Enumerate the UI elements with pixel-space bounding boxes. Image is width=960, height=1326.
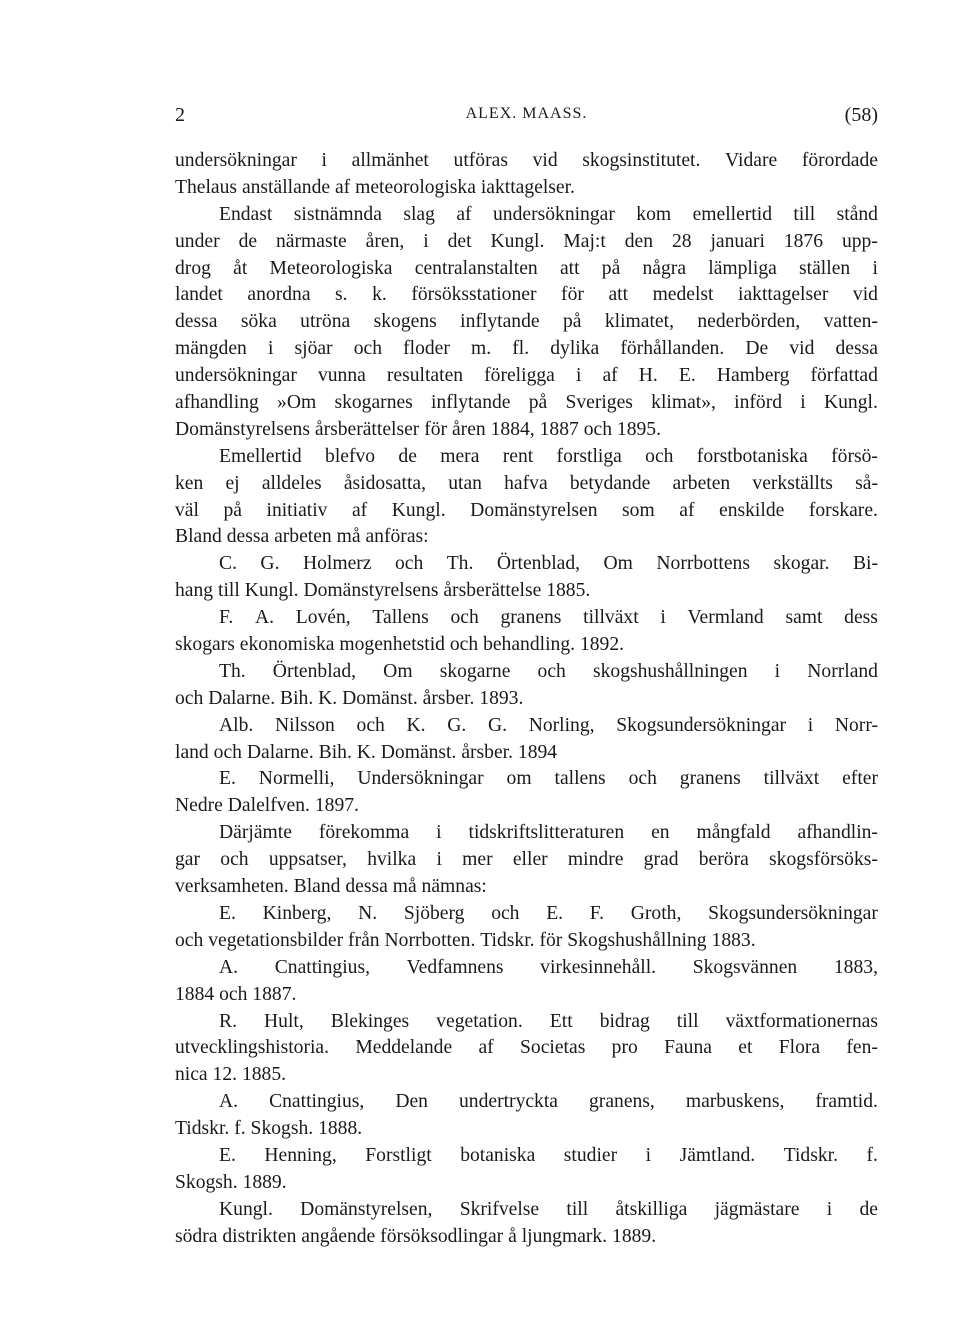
text-line: undersökningar i allmänhet utföras vid skogsinstitutet. Vidare förordade <box>175 150 878 171</box>
text-line: E. Normelli, Undersökningar om tallens och granens tillväxt efter <box>219 768 878 790</box>
paragraph <box>175 1009 878 1090</box>
text-line: hang till Kungl. Domänstyrelsens årsberättelse 1885. <box>175 580 591 602</box>
paragraph <box>175 202 878 444</box>
paragraph <box>175 713 878 767</box>
paragraph <box>175 551 878 605</box>
page-number: 2 <box>175 104 185 126</box>
text-line: R. Hult, Blekinges vegetation. Ett bidrag till växtformationernas <box>219 1010 878 1032</box>
text-line: verksamheten. Bland dessa må nämnas: <box>175 876 487 898</box>
text-line: Th. Örtenblad, Om skogarne och skogshushållningen i Norrland <box>219 660 878 682</box>
text-line: skogars ekonomiska mogenhetstid och behandling. 1892. <box>175 634 625 656</box>
text-line: Endast sistnämnda slag af undersökningar kom emellertid till stånd <box>219 203 878 225</box>
text-line: mängden i sjöar och floder m. fl. dylika förhållanden. De vid dessa <box>175 338 878 360</box>
body-text <box>175 148 878 1251</box>
sheet-number: (58) <box>844 104 878 126</box>
page-header <box>175 104 878 134</box>
text-line: dessa söka utröna skogens inflytande på klimatet, nederbörden, vatten- <box>175 311 878 333</box>
paragraph <box>175 901 878 955</box>
text-line: 1884 och 1887. <box>175 983 297 1005</box>
text-line: utvecklingshistoria. Meddelande af Societas pro Fauna et Flora fen- <box>175 1037 878 1059</box>
text-line: väl på initiativ af Kungl. Domänstyrelsen som af enskilde forskare. <box>175 499 878 521</box>
text-line: Thelaus anställande af meteorologiska iakttagelser. <box>175 176 575 198</box>
text-line: Skogsh. 1889. <box>175 1171 287 1193</box>
text-line: land och Dalarne. Bih. K. Domänst. årsber. 1894 <box>175 741 558 763</box>
paragraph <box>175 1197 878 1251</box>
text-line: ken ej alldeles åsidosatta, utan hafva betydande arbeten verkställts så- <box>175 472 878 494</box>
text-line: nica 12. 1885. <box>175 1064 287 1086</box>
text-line: Alb. Nilsson och K. G. G. Norling, Skogsundersökningar i Norr- <box>219 714 878 736</box>
text-line: afhandling »Om skogarnes inflytande på Sveriges klimat», införd i Kungl. <box>175 392 878 414</box>
text-line: Bland dessa arbeten må anföras: <box>175 526 429 548</box>
text-line: Därjämte förekomma i tidskriftslitteraturen en mångfald afhandlin- <box>219 822 878 844</box>
running-title: ALEX. MAASS. <box>465 105 588 122</box>
text-line: E. Kinberg, N. Sjöberg och E. F. Groth, Skogsundersökningar <box>219 902 878 924</box>
text-line: Kungl. Domänstyrelsen, Skrifvelse till åtskilliga jägmästare i de <box>219 1198 878 1220</box>
text-line: A. Cnattingius, Vedfamnens virkesinnehåll. Skogsvännen 1883, <box>219 956 878 978</box>
text-line: A. Cnattingius, Den undertryckta granens, marbuskens, framtid. <box>219 1091 878 1113</box>
text-line: drog åt Meteorologiska centralanstalten att på några lämpliga ställen i <box>175 257 878 279</box>
text-line: Tidskr. f. Skogsh. 1888. <box>175 1118 363 1140</box>
paragraph <box>175 659 878 713</box>
text-line: och Dalarne. Bih. K. Domänst. årsber. 1893. <box>175 687 524 709</box>
paragraph <box>175 820 878 901</box>
text-line: C. G. Holmerz och Th. Örtenblad, Om Norrbottens skogar. Bi- <box>219 553 878 575</box>
text-line: Nedre Dalelfven. 1897. <box>175 795 359 817</box>
text-line: gar och uppsatser, hvilka i mer eller mindre grad beröra skogsförsöks- <box>175 849 878 871</box>
paragraph <box>175 955 878 1009</box>
text-line: södra distrikten angående försöksodlingar å ljungmark. 1889. <box>175 1225 657 1247</box>
paragraph <box>175 1089 878 1143</box>
paragraph <box>175 444 878 552</box>
paragraph <box>175 1143 878 1197</box>
text-line: och vegetationsbilder från Norrbotten. Tidskr. för Skogshushållning 1883. <box>175 929 756 951</box>
text-line: Emellertid blefvo de mera rent forstliga och forstbotaniska försö- <box>219 445 878 467</box>
text-line: Domänstyrelsens årsberättelser för åren 1884, 1887 och 1895. <box>175 418 661 440</box>
paragraph <box>175 605 878 659</box>
text-line: under de närmaste åren, i det Kungl. Maj:t den 28 januari 1876 upp- <box>175 230 878 252</box>
text-line: E. Henning, Forstligt botaniska studier i Jämtland. Tidskr. f. <box>219 1144 878 1166</box>
text-line: landet anordna s. k. försöksstationer för att medelst iakttagelser vid <box>175 284 878 306</box>
text-line: undersökningar vunna resultaten föreligga i af H. E. Hamberg författad <box>175 365 878 387</box>
paragraph <box>175 766 878 820</box>
text-line: F. A. Lovén, Tallens och granens tillväxt i Vermland samt dess <box>219 607 878 629</box>
paragraph <box>175 148 878 202</box>
